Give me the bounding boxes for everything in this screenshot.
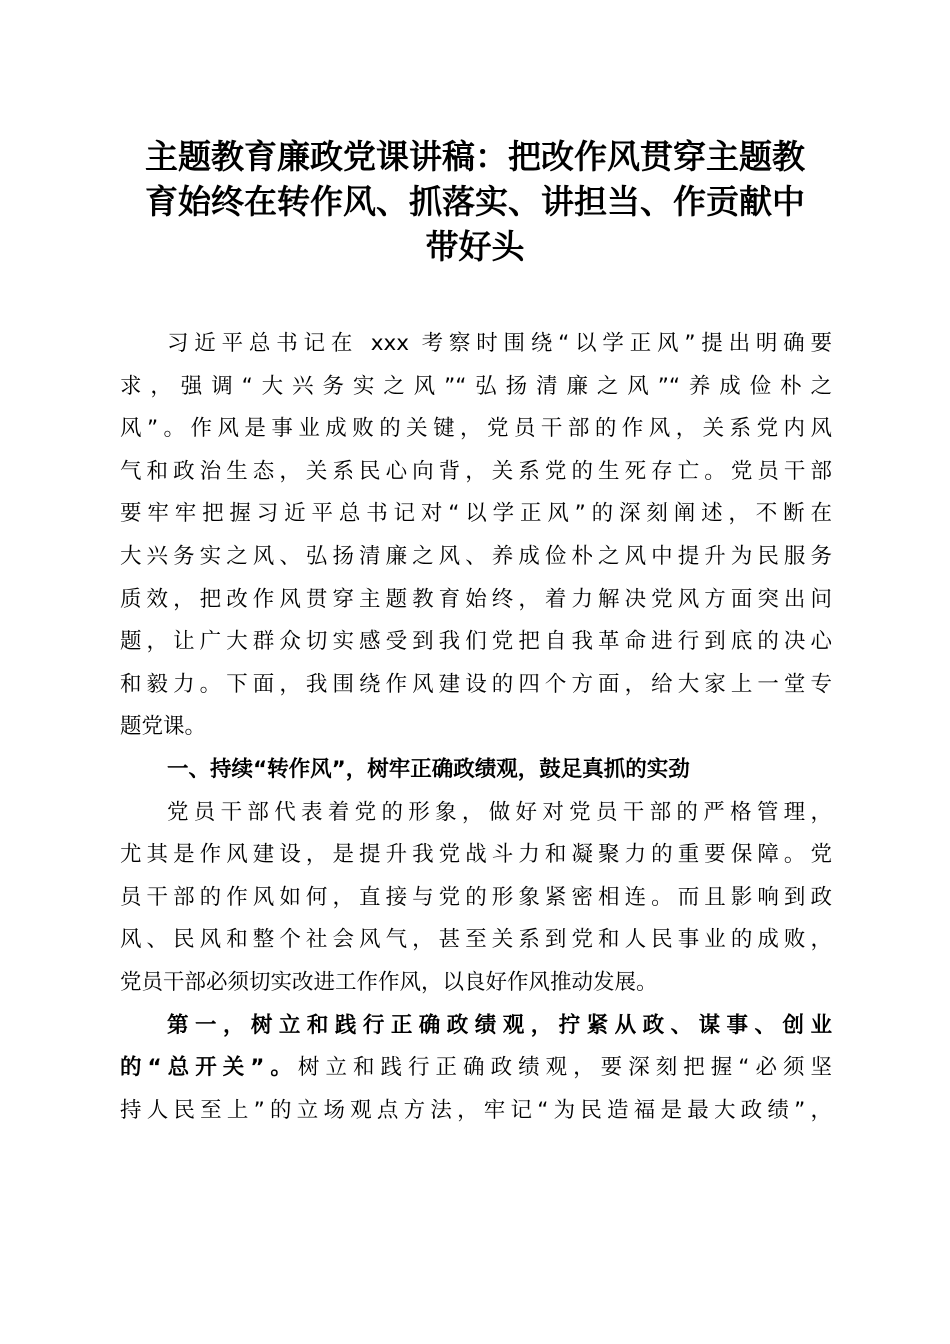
paragraph-line: 和毅力。下面，我围绕作风建设的四个方面，给大家上一堂专 <box>120 671 832 697</box>
paragraph-line: 风、民风和整个社会风气，甚至关系到党和人民事业的成败， <box>120 927 832 953</box>
paragraph-line <box>120 1005 832 1048</box>
document-title <box>110 134 840 269</box>
paragraph-line: 风”。作风是事业成败的关键，党员干部的作风，关系党内风 <box>120 416 832 442</box>
paragraph-line: 持人民至上”的立场观点方法，牢记“为民造福是最大政绩”， <box>120 1097 832 1123</box>
paragraph-line: 质效，把改作风贯穿主题教育始终，着力解决党风方面突出问 <box>120 586 832 612</box>
paragraph-line: 习近平总书记在 xxx 考察时围绕“以学正风”提出明确要 <box>167 331 832 356</box>
section-heading-1 <box>120 749 832 792</box>
section-1-paragraph <box>120 792 832 1005</box>
title-line-1: 主题教育廉政党课讲稿：把改作风贯穿主题教 <box>145 137 805 176</box>
paragraph-line: 题党课。 <box>120 714 207 740</box>
title-line-2: 育始终在转作风、抓落实、讲担当、作贡献中 <box>145 182 805 221</box>
paragraph-line: 尤其是作风建设，是提升我党战斗力和凝聚力的重要保障。党 <box>120 842 832 868</box>
paragraph-line: 党员干部代表着党的形象，做好对党员干部的严格管理， <box>167 799 832 825</box>
document-body <box>120 323 832 1132</box>
paragraph-line: 求，强调“大兴务实之风”“弘扬清廉之风”“养成俭朴之 <box>120 373 832 399</box>
point-1-paragraph <box>120 1005 832 1133</box>
point-1-lead: 第一，树立和践行正确政绩观，拧紧从政、谋事、创业 <box>167 1012 832 1038</box>
paragraph-line: 大兴务实之风、弘扬清廉之风、养成俭朴之风中提升为民服务 <box>120 543 832 569</box>
paragraph-line <box>120 1047 832 1090</box>
point-1-text: 树立和践行正确政绩观，要深刻把握“必须坚 <box>297 1055 832 1081</box>
paragraph-line: 气和政治生态，关系民心向背，关系党的生死存亡。党员干部 <box>120 458 832 484</box>
section-heading-text: 一、持续“转作风”，树牢正确政绩观，鼓足真抓的实劲 <box>167 756 690 782</box>
paragraph-line: 要牢牢把握习近平总书记对“以学正风”的深刻阐述，不断在 <box>120 501 832 527</box>
paragraph-line: 党员干部必须切实改进工作作风，以良好作风推动发展。 <box>120 969 658 995</box>
intro-paragraph <box>120 323 832 749</box>
title-line-3: 带好头 <box>425 227 525 266</box>
paragraph-line: 题，让广大群众切实感受到我们党把自我革命进行到底的决心 <box>120 629 832 655</box>
point-1-lead-end: 的“总开关”。 <box>120 1055 298 1081</box>
paragraph-line: 员干部的作风如何，直接与党的形象紧密相连。而且影响到政 <box>120 884 832 910</box>
